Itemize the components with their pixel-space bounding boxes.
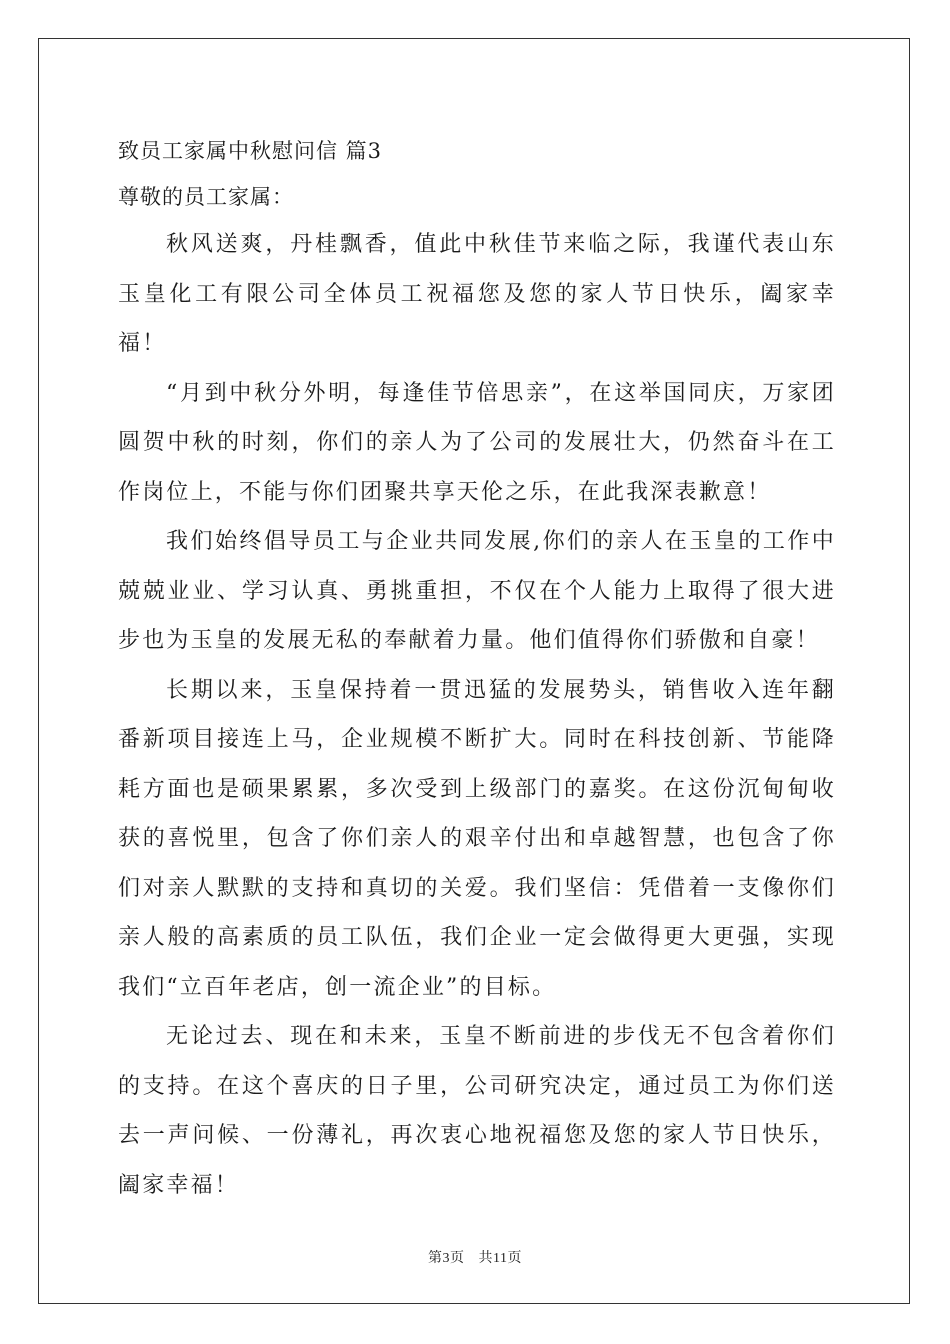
salutation: 尊敬的员工家属： [118, 185, 294, 209]
page-number: 第3页 [428, 1251, 465, 1266]
document-body [118, 128, 836, 1210]
page-total: 共11页 [478, 1251, 522, 1266]
paragraph-2: “月到中秋分外明，每逢佳节倍思亲”，在这举国同庆，万家团圆贺中秋的时刻，你们的亲人为了公司的发展壮大，仍然奋斗在工作岗位上，不能与你们团聚共享天伦之乐，在此我深表歉意！ [118, 380, 836, 505]
document-title: 致员工家属中秋慰问信 篇3 [118, 139, 383, 163]
paragraph-5: 无论过去、现在和未来，玉皇不断前进的步伐无不包含着你们的支持。在这个喜庆的日子里，公司研究决定，通过员工为你们送去一声问候、一份薄礼，再次衷心地祝福您及您的家人节日快乐，阖家幸福！ [118, 1024, 836, 1198]
paragraph-3: 我们始终倡导员工与企业共同发展,你们的亲人在玉皇的工作中兢兢业业、学习认真、勇挑重担，不仅在个人能力上取得了很大进步也为玉皇的发展无私的奉献着力量。他们值得你们骄傲和自豪！ [118, 529, 836, 653]
paragraph-1: 秋风送爽，丹桂飘香，值此中秋佳节来临之际，我谨代表山东玉皇化工有限公司全体员工祝福您及您的家人节日快乐，阖家幸福！ [118, 232, 836, 356]
paragraph-4: 长期以来，玉皇保持着一贯迅猛的发展势头，销售收入连年翻番新项目接连上马，企业规模不断扩大。同时在科技创新、节能降耗方面也是硕果累累，多次受到上级部门的嘉奖。在这份沉甸甸收获的喜悦里，包含了你们亲人的艰辛付出和卓越智慧，也包含了你们对亲人默默的支持和真切的关爱。我们坚信：凭借着一支像你们亲人般的高素质的员工队伍，我们企业一定会做得更大更强，实现我们“立百年老店，创一流企业”的目标。 [118, 677, 836, 1000]
page-footer [0, 1247, 950, 1267]
